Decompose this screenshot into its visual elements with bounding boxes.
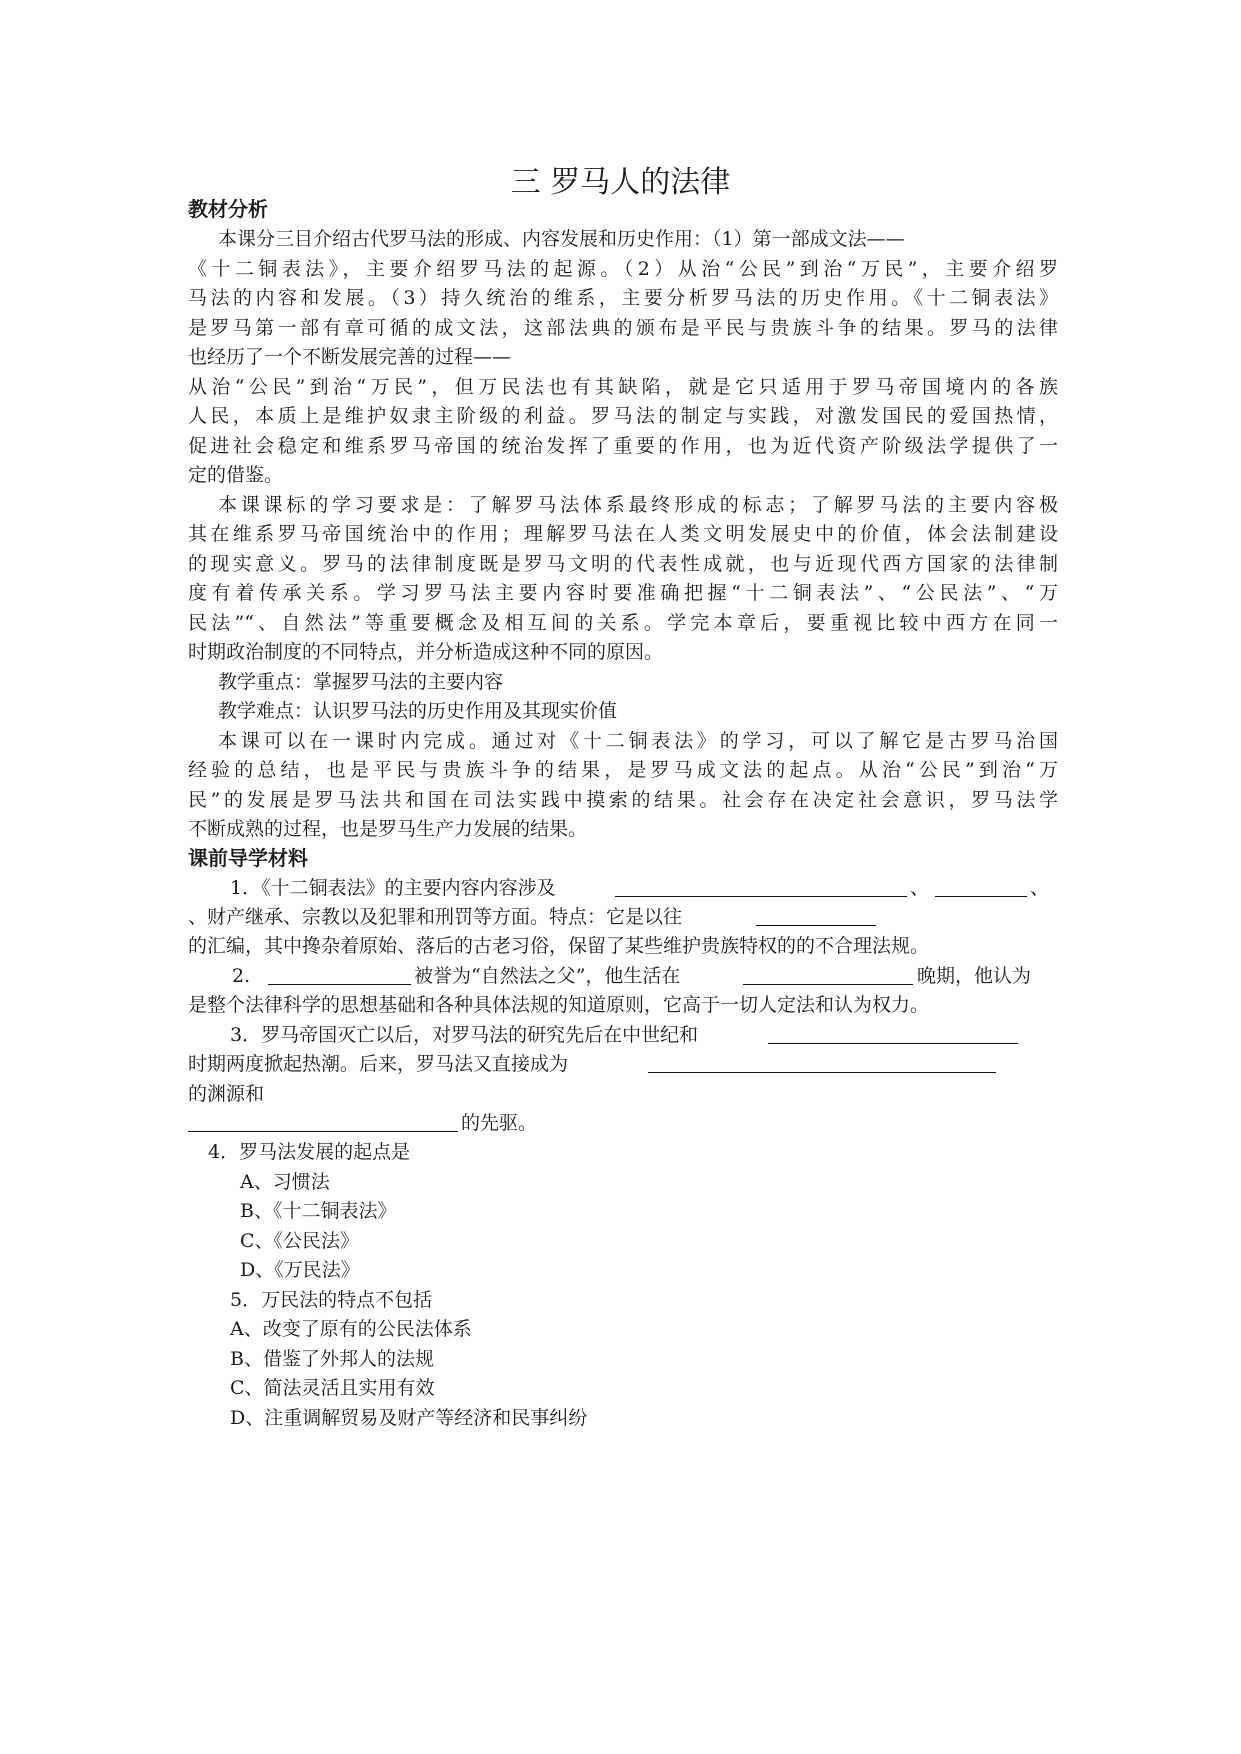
q1-separator: 、 xyxy=(1030,877,1050,899)
q2-text: 是整个法律科学的思想基础和各种具体法规的知道原则，它高于一切人定法和认为权力。 xyxy=(188,994,930,1016)
q5-option-c[interactable]: C、简法灵活且实用有效 xyxy=(230,1377,435,1399)
q3-blank-2[interactable] xyxy=(648,1072,996,1073)
q4-stem: 4．罗马法发展的起点是 xyxy=(208,1141,411,1163)
q4-option-c[interactable]: C、《公民法》 xyxy=(240,1230,360,1252)
q1-blank-2[interactable] xyxy=(935,896,1027,897)
analysis-line: 马法的内容和发展。（3）持久统治的维系，主要分析罗马法的历史作用。《十二铜表法》 xyxy=(188,287,1058,309)
q4-option-a[interactable]: A、习惯法 xyxy=(240,1171,330,1193)
analysis-line: 从治“公民”到治“万民”，但万民法也有其缺陷，就是它只适用于罗马帝国境内的各族 xyxy=(188,376,1058,398)
analysis-line: 时期政治制度的不同特点，并分析造成这种不同的原因。 xyxy=(188,641,664,663)
q1-text: 1．《十二铜表法》的主要内容内容涉及 xyxy=(230,877,556,899)
q1-text: 、财产继承、宗教以及犯罪和刑罚等方面。特点：它是以往 xyxy=(188,906,683,928)
q1-blank-1[interactable] xyxy=(615,896,907,897)
q1-text: 的汇编，其中搀杂着原始、落后的古老习俗，保留了某些维护贵族特权的的不合理法规。 xyxy=(188,935,930,957)
q3-text: 的渊源和 xyxy=(188,1083,265,1105)
q5-option-d[interactable]: D、注重调解贸易及财产等经济和民事纠纷 xyxy=(230,1407,588,1429)
analysis-line: 民法”“、自然法”等重要概念及相互间的关系。学完本章后，要重视比较中西方在同一 xyxy=(188,612,1058,634)
analysis-line: 不断成熟的过程，也是罗马生产力发展的结果。 xyxy=(188,818,588,840)
analysis-line: 人民，本质上是维护奴隶主阶级的利益。罗马法的制定与实践，对激发国民的爱国热情， xyxy=(188,405,1058,427)
q2-blank-1[interactable] xyxy=(268,984,411,985)
analysis-line: 其在维系罗马帝国统治中的作用；理解罗马法在人类文明发展史中的价值，体会法制建设 xyxy=(188,523,1058,545)
q2-number: 2. xyxy=(232,965,251,987)
q3-text: 3．罗马帝国灭亡以后，对罗马法的研究先后在中世纪和 xyxy=(230,1024,699,1046)
q3-blank-1[interactable] xyxy=(768,1043,1018,1044)
analysis-line: 是罗马第一部有章可循的成文法，这部法典的颁布是平民与贵族斗争的结果。罗马的法律 xyxy=(188,317,1058,339)
analysis-line: 促进社会稳定和维系罗马帝国的统治发挥了重要的作用，也为近代资产阶级法学提供了一 xyxy=(188,435,1058,457)
section-heading-analysis: 教材分析 xyxy=(188,197,268,221)
q1-separator: 、 xyxy=(910,877,930,899)
q5-option-b[interactable]: B、借鉴了外邦人的法规 xyxy=(230,1348,434,1370)
analysis-line: 度有着传承关系。学习罗马法主要内容时要准确把握“十二铜表法”、“公民法”、“万 xyxy=(188,582,1058,604)
q3-blank-3[interactable] xyxy=(188,1131,458,1132)
analysis-line: 本课分三目介绍古代罗马法的形成、内容发展和历史作用：（1）第一部成文法—— xyxy=(218,228,905,250)
analysis-line: 经验的总结，也是平民与贵族斗争的结果，是罗马成文法的起点。从治“公民”到治“万 xyxy=(188,759,1058,781)
q3-text: 时期两度掀起热潮。后来，罗马法又直接成为 xyxy=(188,1053,569,1075)
teaching-focus: 教学重点：掌握罗马法的主要内容 xyxy=(218,671,504,693)
section-heading-guide: 课前导学材料 xyxy=(188,846,308,870)
page-title: 三 罗马人的法律 xyxy=(510,165,731,200)
analysis-line: 的现实意义。罗马的法律制度既是罗马文明的代表性成就，也与近现代西方国家的法律制 xyxy=(188,553,1058,575)
analysis-line: 本课课标的学习要求是：了解罗马法体系最终形成的标志；了解罗马法的主要内容极 xyxy=(218,494,1058,516)
analysis-line: 民”的发展是罗马法共和国在司法实践中摸索的结果。社会存在决定社会意识，罗马法学 xyxy=(188,789,1058,811)
q2-text: 被誉为“自然法之父”，他生活在 xyxy=(414,965,681,987)
q2-blank-2[interactable] xyxy=(743,984,913,985)
analysis-line: 本课可以在一课时内完成。通过对《十二铜表法》的学习，可以了解它是古罗马治国 xyxy=(218,730,1058,752)
analysis-line: 《十二铜表法》，主要介绍罗马法的起源。（2）从治“公民”到治“万民”，主要介绍罗 xyxy=(188,258,1058,280)
q5-option-a[interactable]: A、改变了原有的公民法体系 xyxy=(230,1318,472,1340)
analysis-line: 定的借鉴。 xyxy=(188,464,284,486)
q4-option-d[interactable]: D、《万民法》 xyxy=(240,1259,360,1281)
teaching-difficulty: 教学难点：认识罗马法的历史作用及其现实价值 xyxy=(218,700,618,722)
q5-stem: 5．万民法的特点不包括 xyxy=(230,1289,433,1311)
analysis-line: 也经历了一个不断发展完善的过程—— xyxy=(188,346,512,368)
q3-text: 的先驱。 xyxy=(461,1112,538,1134)
q1-blank-3[interactable] xyxy=(756,925,876,926)
q4-option-b[interactable]: B、《十二铜表法》 xyxy=(240,1200,397,1222)
q2-text: 晚期，他认为 xyxy=(917,965,1032,987)
